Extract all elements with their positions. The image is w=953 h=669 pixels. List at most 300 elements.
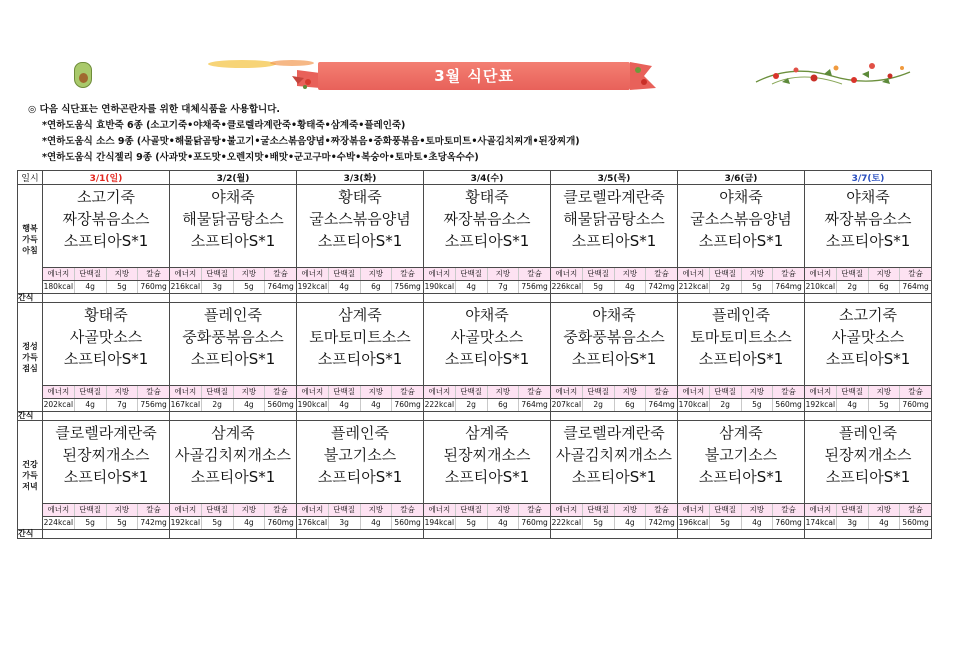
menu-item: 소프티아S*1 [190,232,276,250]
nutrient-label: 단백질 [75,268,107,280]
nutrient-value: 7g [488,281,520,293]
nutrient-value: 5g [869,399,901,411]
menu-item: 소프티아S*1 [190,468,276,486]
nutrient-value: 2g [202,399,234,411]
menu-item: 불고기소스 [704,446,778,464]
nutrient-value: 207kcal [551,400,582,409]
nutrient-label: 단백질 [583,268,615,280]
nutrient-value: 5g [107,517,139,529]
nutrient-value: 5g [583,517,615,529]
day-header: 3/6(금) [678,171,805,185]
nutrient-label: 칼슘 [646,386,677,398]
menu-list [424,421,550,503]
nutrient-label: 칼슘 [773,268,804,280]
nutrient-header [551,267,677,280]
menu-list [170,421,296,503]
nutrient-label: 지방 [869,504,901,516]
nutrient-value: 190kcal [424,282,455,291]
nutrient-value: 756mg [394,282,421,291]
meal-cell [170,185,297,294]
nutrient-values [551,398,677,411]
menu-item: 소프티아S*1 [63,350,149,368]
menu-item: 해물닭곰탕소스 [563,210,665,228]
snack-cell [297,530,424,539]
menu-item: 소프티아S*1 [444,232,530,250]
meal-cell [551,185,678,294]
nutrient-values [805,398,931,411]
meal-label-text: 가득 [22,352,38,362]
nutrient-value: 5g [107,281,139,293]
nutrient-value: 2g [710,281,742,293]
nutrient-value: 764mg [648,400,675,409]
menu-item: 사골맛소스 [831,328,905,346]
nutrient-label: 단백질 [329,504,361,516]
meal-cell [297,185,424,294]
menu-item: 황태죽 [465,188,509,206]
meal-label [18,185,43,294]
nutrient-values [297,516,423,529]
ribbon-tail-decoration [630,62,660,90]
menu-item: 플레인죽 [712,306,770,324]
nutrient-value: 5g [583,281,615,293]
menu-list [678,185,804,267]
day-header: 3/3(화) [297,171,424,185]
nutrient-values [805,516,931,529]
nutrient-values [43,516,169,529]
meal-cell [43,303,170,412]
nutrient-label: 단백질 [75,386,107,398]
menu-item: 클로렐라계란죽 [563,188,665,206]
snack-cell [551,294,678,303]
nutrient-values [678,516,804,529]
nutrient-label: 지방 [488,504,520,516]
nutrient-label: 지방 [742,268,774,280]
nutrient-value: 756mg [140,400,167,409]
menu-item: 야채죽 [846,188,890,206]
menu-item: 소프티아S*1 [571,468,657,486]
snack-cell [43,412,170,421]
nutrient-value: 210kcal [805,282,836,291]
nutrient-label: 에너지 [805,268,837,280]
menu-item: 플레인죽 [839,424,897,442]
nutrient-label: 에너지 [551,386,583,398]
nutrient-value: 167kcal [170,400,201,409]
nutrient-label: 칼슘 [900,268,931,280]
nutrient-label: 단백질 [202,504,234,516]
page-title-text: 3월 식단표 [434,67,514,85]
nutrient-header [805,267,931,280]
nutrient-label: 단백질 [710,386,742,398]
nutrient-label: 지방 [361,386,393,398]
snack-row [18,412,932,421]
nutrient-value: 560mg [902,518,929,527]
menu-list [297,303,423,385]
day-header: 3/5(목) [551,171,678,185]
snack-cell [424,294,551,303]
menu-item: 소프티아S*1 [444,350,530,368]
nutrient-label: 지방 [869,386,901,398]
snack-cell [678,294,805,303]
nutrient-value: 760mg [521,518,548,527]
nutrient-value: 5g [75,517,107,529]
meal-table [17,170,932,539]
nutrient-header [43,503,169,516]
nutrient-header [678,503,804,516]
menu-item: 소프티아S*1 [317,232,403,250]
meal-cell [297,303,424,412]
nutrient-value: 764mg [775,282,802,291]
nutrient-label: 칼슘 [138,268,169,280]
nutrient-header [551,503,677,516]
meal-label [18,303,43,412]
nutrient-value: 4g [329,399,361,411]
nutrient-label: 칼슘 [646,268,677,280]
nutrient-label: 지방 [742,504,774,516]
snack-cell [170,294,297,303]
meal-cell [678,185,805,294]
menu-item: 소프티아S*1 [825,468,911,486]
notes-line: *연하도움식 소스 9종 (사골맛•해물닭곰탕•불고기•굴소스볶음양념•짜장볶음•중화풍볶음•토마토미트•사골김치찌개•된장찌개) [42,136,580,147]
nutrient-label: 칼슘 [265,268,296,280]
meal-cell [424,185,551,294]
meal-cell [805,303,932,412]
meal-cell [424,421,551,530]
nutrient-value: 4g [361,517,393,529]
nutrient-values [43,280,169,293]
menu-list [551,303,677,385]
snack-cell [170,412,297,421]
nutrient-value: 764mg [267,282,294,291]
nutrient-value: 560mg [394,518,421,527]
corner-label: 일시 [18,171,43,185]
avocado-icon [74,62,92,88]
menu-item: 소프티아S*1 [698,468,784,486]
menu-item: 플레인죽 [204,306,262,324]
meal-label-text: 정성 [22,341,38,351]
day-header: 3/7(토) [805,171,932,185]
menu-list [43,421,169,503]
nutrient-value: 5g [710,517,742,529]
nutrient-value: 212kcal [678,282,709,291]
nutrient-value: 4g [361,399,393,411]
menu-item: 삼계죽 [719,424,763,442]
nutrient-label: 에너지 [43,504,75,516]
nutrient-label: 단백질 [456,386,488,398]
nutrient-value: 192kcal [297,282,328,291]
nutrient-value: 760mg [394,400,421,409]
snack-label: 간식 [18,294,43,303]
nutrient-label: 지방 [361,504,393,516]
snack-label: 간식 [18,530,43,539]
nutrient-label: 지방 [742,386,774,398]
nutrient-header [43,385,169,398]
nutrient-values [678,280,804,293]
menu-item: 사골맛소스 [450,328,524,346]
nutrient-value: 192kcal [805,400,836,409]
ribbon-decoration [92,58,322,92]
snack-cell [170,530,297,539]
menu-item: 된장찌개소스 [62,446,150,464]
nutrient-value: 764mg [902,282,929,291]
menu-list [678,421,804,503]
menu-list [297,421,423,503]
menu-item: 소프티아S*1 [317,468,403,486]
nutrient-value: 2g [456,399,488,411]
meal-cell [43,421,170,530]
nutrient-label: 지방 [234,386,266,398]
nutrient-value: 4g [615,517,647,529]
nutrient-header [678,385,804,398]
meal-row [18,421,932,530]
nutrient-label: 에너지 [297,504,329,516]
nutrient-label: 에너지 [170,504,202,516]
nutrient-label: 지방 [615,386,647,398]
nutrient-label: 칼슘 [773,504,804,516]
menu-item: 소프티아S*1 [698,350,784,368]
nutrient-header [424,267,550,280]
meal-label-text: 아침 [22,245,38,255]
menu-item: 토마토미트소스 [309,328,411,346]
meal-cell [424,303,551,412]
nutrient-value: 4g [837,399,869,411]
menu-list [551,185,677,267]
meal-label-text: 행복 [22,223,38,233]
nutrient-label: 칼슘 [900,386,931,398]
nutrient-header [551,385,677,398]
nutrient-label: 지방 [869,268,901,280]
nutrient-label: 에너지 [43,386,75,398]
menu-item: 소프티아S*1 [571,232,657,250]
menu-list [678,303,804,385]
nutrient-label: 단백질 [583,504,615,516]
nutrient-header [424,385,550,398]
snack-cell [805,530,932,539]
nutrient-label: 칼슘 [138,504,169,516]
nutrient-value: 560mg [775,400,802,409]
menu-item: 짜장볶음소스 [824,210,912,228]
meal-cell [805,421,932,530]
menu-item: 야채죽 [719,188,763,206]
nutrient-label: 단백질 [837,504,869,516]
snack-cell [678,412,805,421]
meal-cell [551,303,678,412]
nutrient-value: 5g [742,399,774,411]
nutrient-value: 760mg [267,518,294,527]
snack-cell [551,530,678,539]
menu-item: 굴소스볶음양념 [309,210,411,228]
nutrient-label: 칼슘 [392,268,423,280]
nutrient-label: 칼슘 [392,386,423,398]
nutrient-value: 756mg [521,282,548,291]
nutrient-label: 에너지 [678,504,710,516]
nutrient-value: 190kcal [297,400,328,409]
snack-cell [297,412,424,421]
nutrient-value: 5g [202,517,234,529]
snack-cell [678,530,805,539]
meal-label-text: 가득 [22,470,38,480]
nutrient-value: 4g [75,281,107,293]
nutrient-label: 지방 [488,268,520,280]
nutrient-label: 지방 [107,268,139,280]
menu-item: 소프티아S*1 [571,350,657,368]
meal-row [18,185,932,294]
nutrient-values [424,516,550,529]
notes-section [28,102,580,166]
nutrient-values [424,280,550,293]
nutrient-value: 202kcal [43,400,74,409]
snack-cell [805,294,932,303]
menu-item: 소프티아S*1 [444,468,530,486]
menu-item: 된장찌개소스 [443,446,531,464]
nutrient-value: 3g [837,517,869,529]
nutrient-label: 칼슘 [900,504,931,516]
nutrient-value: 194kcal [424,518,455,527]
nutrient-value: 224kcal [43,518,74,527]
nutrient-value: 192kcal [170,518,201,527]
nutrient-label: 단백질 [837,386,869,398]
title-banner [0,48,953,98]
meal-label-text: 건강 [22,459,38,469]
meal-cell [805,185,932,294]
nutrient-label: 에너지 [805,386,837,398]
menu-item: 소프티아S*1 [825,232,911,250]
nutrient-label: 칼슘 [265,504,296,516]
nutrient-value: 5g [456,517,488,529]
nutrient-value: 764mg [521,400,548,409]
menu-list [805,303,931,385]
nutrient-value: 174kcal [805,518,836,527]
nutrient-label: 에너지 [551,268,583,280]
menu-item: 불고기소스 [323,446,397,464]
nutrient-label: 에너지 [297,268,329,280]
nutrient-header [297,267,423,280]
nutrient-header [170,267,296,280]
nutrient-label: 에너지 [170,268,202,280]
nutrient-label: 에너지 [424,504,456,516]
nutrient-value: 222kcal [424,400,455,409]
nutrient-label: 단백질 [710,268,742,280]
nutrient-label: 칼슘 [519,268,550,280]
nutrient-header [805,503,931,516]
nutrient-header [170,503,296,516]
nutrient-label: 에너지 [424,268,456,280]
day-header: 3/4(수) [424,171,551,185]
nutrient-label: 에너지 [678,268,710,280]
nutrient-values [43,398,169,411]
meal-label-text: 저녁 [22,481,38,491]
nutrient-value: 4g [742,517,774,529]
menu-item: 소고기죽 [839,306,897,324]
menu-item: 중화풍볶음소스 [563,328,665,346]
nutrient-label: 단백질 [837,268,869,280]
menu-list [170,185,296,267]
nutrient-value: 6g [869,281,901,293]
menu-list [297,185,423,267]
nutrient-header [43,267,169,280]
menu-item: 삼계죽 [211,424,255,442]
nutrient-value: 4g [615,281,647,293]
nutrient-value: 4g [234,517,266,529]
nutrient-value: 6g [488,399,520,411]
meal-label [18,421,43,530]
menu-item: 삼계죽 [465,424,509,442]
nutrient-value: 5g [234,281,266,293]
nutrient-header [678,267,804,280]
menu-item: 소프티아S*1 [63,468,149,486]
meal-label-text: 점심 [22,363,38,373]
menu-item: 굴소스볶음양념 [690,210,792,228]
nutrient-value: 4g [869,517,901,529]
menu-item: 야채죽 [592,306,636,324]
nutrient-label: 단백질 [456,268,488,280]
flower-decoration [752,54,914,94]
nutrient-value: 742mg [648,282,675,291]
nutrient-label: 에너지 [805,504,837,516]
nutrient-value: 4g [488,517,520,529]
meal-cell [678,303,805,412]
nutrient-label: 에너지 [424,386,456,398]
menu-list [551,421,677,503]
menu-item: 소프티아S*1 [190,350,276,368]
meal-cell [170,303,297,412]
nutrient-label: 칼슘 [773,386,804,398]
menu-item: 소프티아S*1 [825,350,911,368]
menu-item: 소프티아S*1 [698,232,784,250]
nutrient-label: 단백질 [202,386,234,398]
nutrient-label: 에너지 [678,386,710,398]
nutrient-value: 742mg [140,518,167,527]
nutrient-values [805,280,931,293]
nutrient-header [424,503,550,516]
menu-item: 된장찌개소스 [824,446,912,464]
table-header-row [18,171,932,185]
nutrient-value: 180kcal [43,282,74,291]
menu-list [170,303,296,385]
nutrient-label: 칼슘 [519,386,550,398]
nutrient-values [170,280,296,293]
menu-item: 사골김치찌개소스 [556,446,672,464]
menu-item: 토마토미트소스 [690,328,792,346]
nutrient-label: 칼슘 [519,504,550,516]
menu-item: 소프티아S*1 [317,350,403,368]
nutrient-values [297,398,423,411]
snack-cell [424,412,551,421]
nutrient-value: 6g [615,399,647,411]
nutrient-label: 단백질 [329,386,361,398]
nutrient-values [297,280,423,293]
menu-item: 짜장볶음소스 [62,210,150,228]
nutrient-label: 단백질 [710,504,742,516]
nutrient-value: 170kcal [678,400,709,409]
nutrient-label: 칼슘 [265,386,296,398]
nutrient-label: 지방 [615,504,647,516]
notes-line: *연하도움식 효반죽 6종 (소고기죽•야채죽•클로렐라계란죽•황태죽•삼계죽•플레인죽) [42,120,406,131]
snack-cell [43,294,170,303]
menu-item: 소프티아S*1 [63,232,149,250]
nutrient-label: 지방 [615,268,647,280]
meal-cell [551,421,678,530]
nutrient-label: 에너지 [551,504,583,516]
meal-cell [43,185,170,294]
nutrient-label: 칼슘 [646,504,677,516]
nutrient-value: 222kcal [551,518,582,527]
nutrient-label: 단백질 [75,504,107,516]
menu-list [424,303,550,385]
nutrient-value: 4g [75,399,107,411]
nutrient-label: 단백질 [329,268,361,280]
nutrient-value: 6g [361,281,393,293]
nutrient-label: 에너지 [297,386,329,398]
